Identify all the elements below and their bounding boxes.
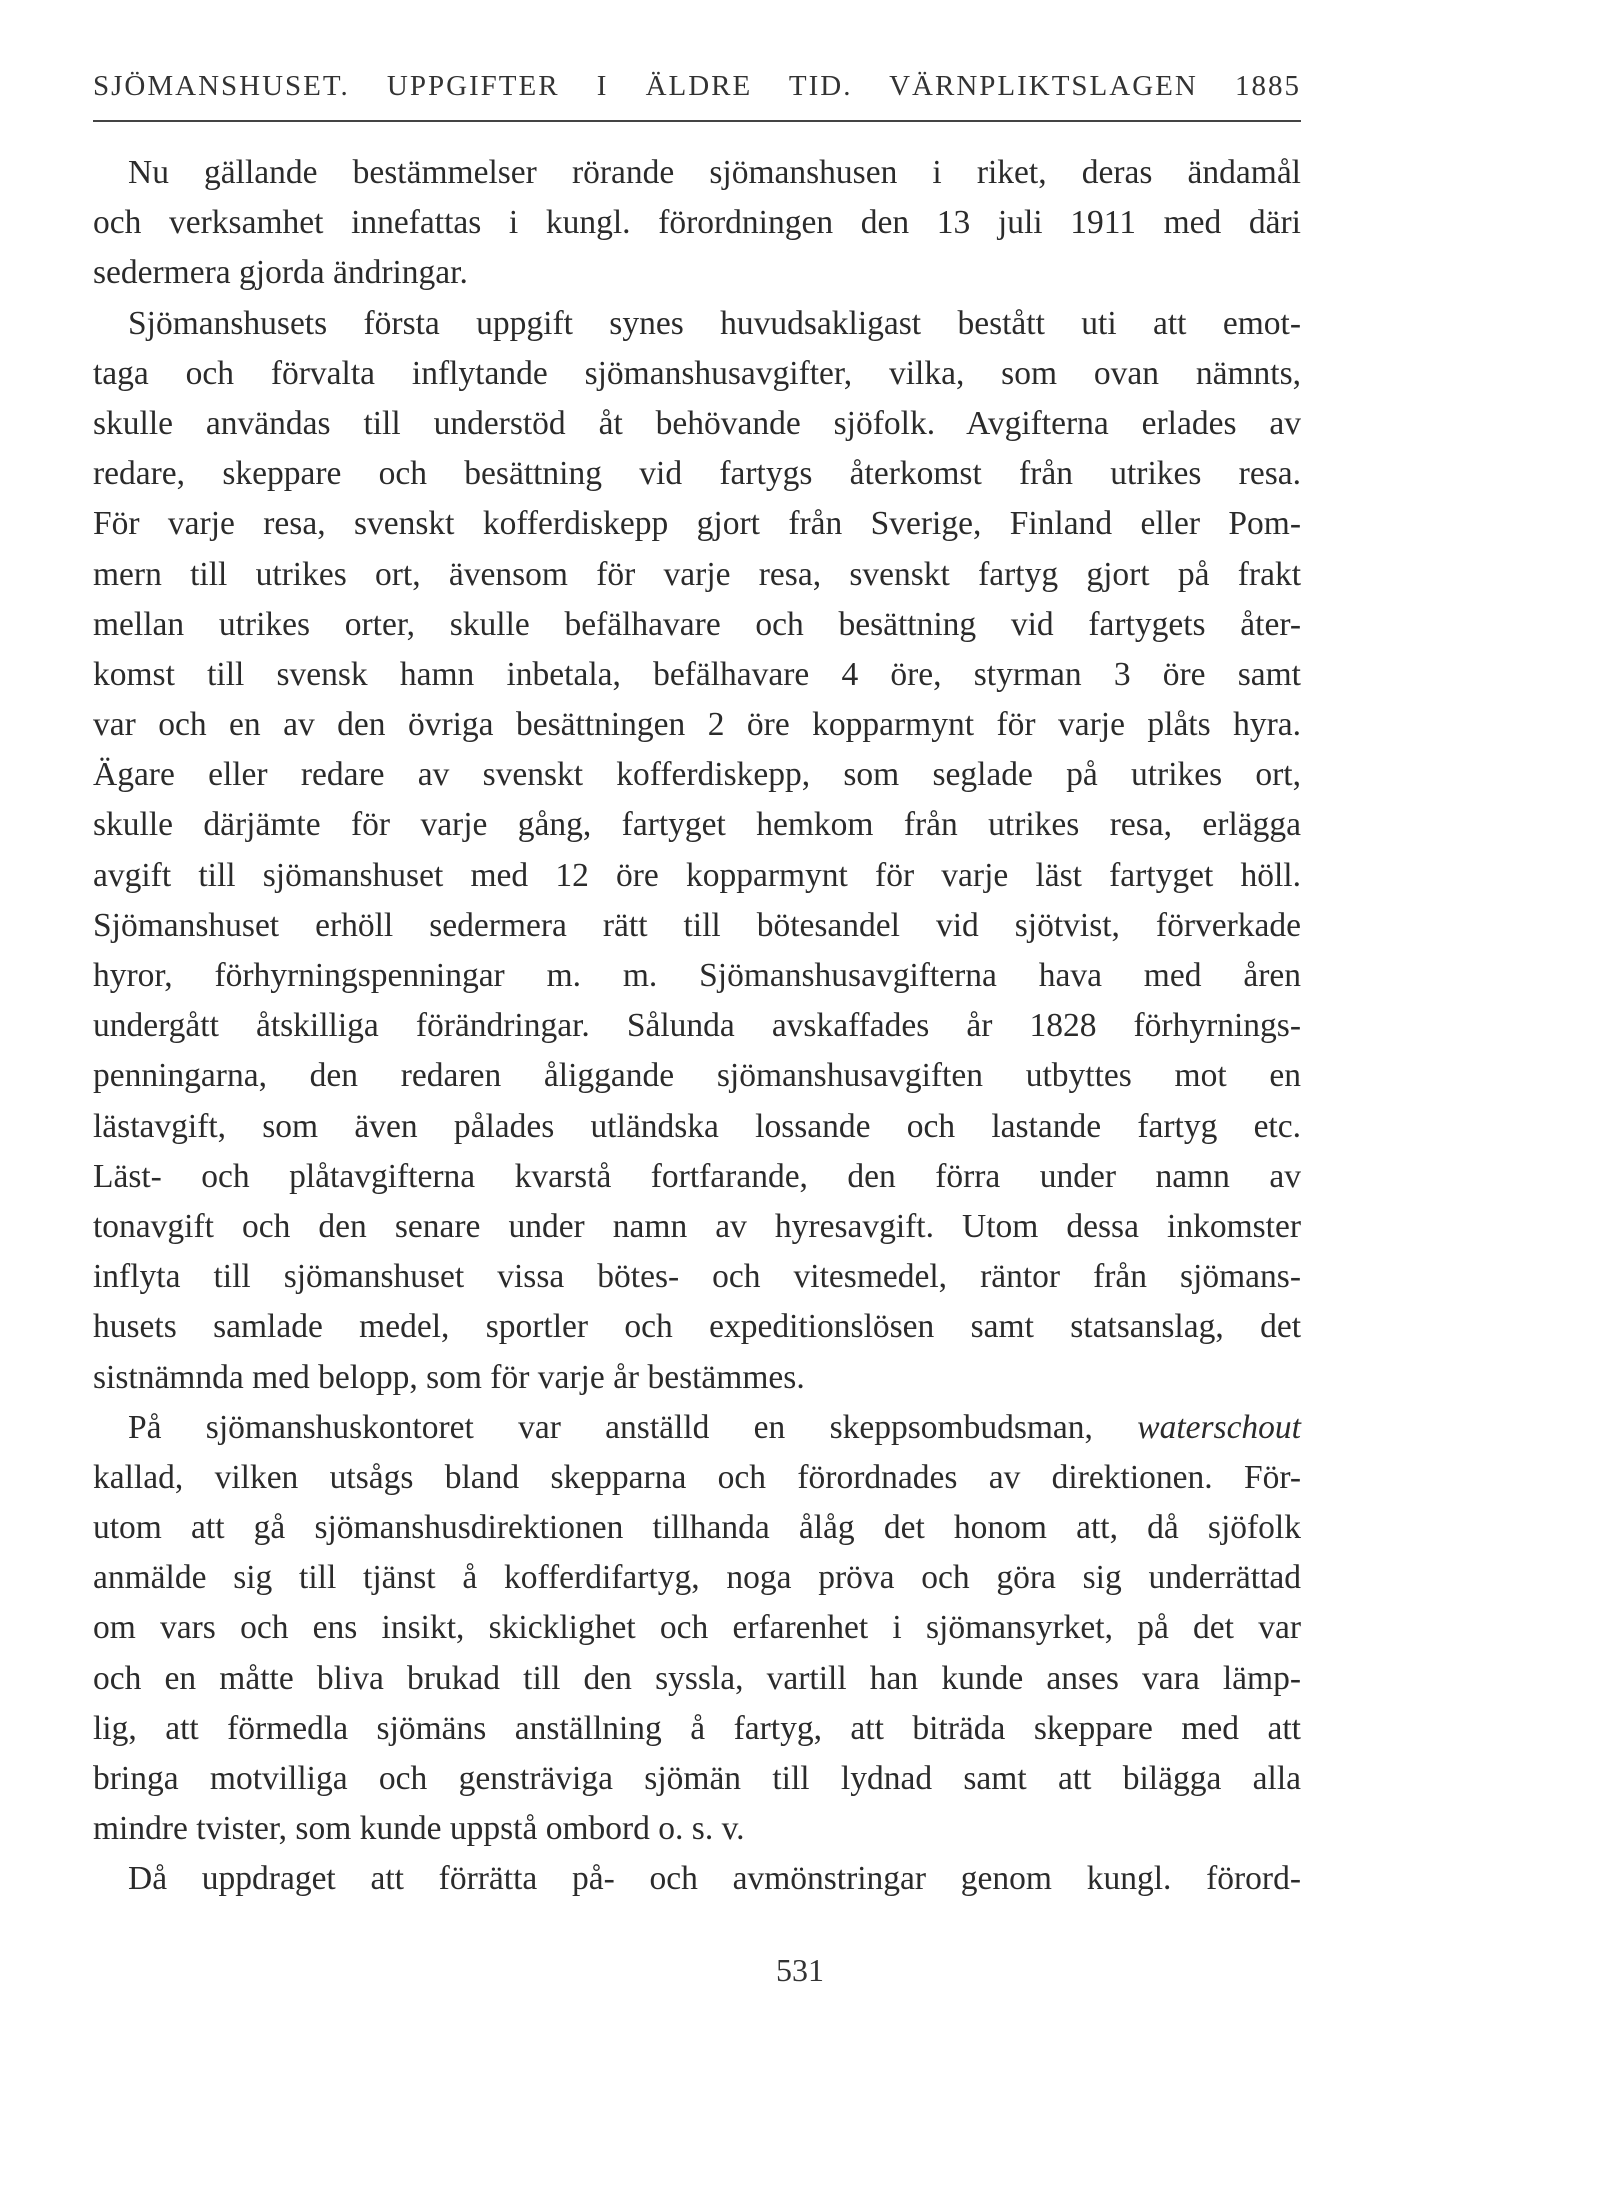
text-line: För varje resa, svenskt kofferdiskepp gjort från Sverige, Finland eller Pom-: [93, 505, 1301, 543]
text-line: mern till utrikes ort, ävensom för varje resa, svenskt fartyg gjort på frakt: [93, 555, 1301, 593]
text-line: lästavgift, som även pålades utländska lossande och lastande fartyg etc.: [93, 1107, 1301, 1145]
text-line: kallad, vilken utsågs bland skepparna och förordnades av direktionen. För-: [93, 1458, 1301, 1496]
text-line: och verksamhet innefattas i kungl. förordningen den 13 juli 1911 med däri: [93, 204, 1301, 242]
text-line: anmälde sig till tjänst å kofferdifartyg, noga pröva och göra sig underrättad: [93, 1559, 1301, 1597]
page-number: 531: [776, 1952, 824, 1988]
text-line: taga och förvalta inflytande sjömanshusavgifter, vilka, som ovan nämnts,: [93, 354, 1301, 392]
text-line: och en måtte bliva brukad till den syssla, vartill han kunde anses vara lämp-: [93, 1659, 1301, 1697]
text-line: sedermera gjorda ändringar.: [93, 254, 468, 292]
text-line: Nu gällande bestämmelser rörande sjömanshusen i riket, deras ändamål: [128, 154, 1301, 191]
text-line: mindre tvister, som kunde uppstå ombord o. s. v.: [93, 1810, 745, 1848]
paragraph-4: [93, 1854, 1301, 1904]
text-line: utom att gå sjömanshusdirektionen tillhanda ålåg det honom att, då sjöfolk: [93, 1509, 1301, 1547]
text-line: tonavgift och den senare under namn av hyresavgift. Utom dessa inkomster: [93, 1207, 1301, 1245]
text-run: På sjömanshuskontoret var anställd en skeppsombudsman,: [128, 1408, 1138, 1446]
text-line: hyror, förhyrningspenningar m. m. Sjömanshusavgifterna hava med åren: [93, 957, 1301, 994]
running-title: SJÖMANSHUSET. UPPGIFTER I ÄLDRE TID. VÄRNPLIKTSLAGEN 1885: [93, 70, 1301, 102]
text-line: husets samlade medel, sportler och expeditionslösen samt statsanslag, det: [93, 1308, 1301, 1346]
header-rule: [93, 120, 1301, 122]
text-line: undergått åtskilliga förändringar. Sålunda avskaffades år 1828 förhyrnings-: [93, 1007, 1301, 1045]
italic-term: waterschout: [1137, 1408, 1301, 1446]
text-line: komst till svensk hamn inbetala, befälhavare 4 öre, styrman 3 öre samt: [93, 655, 1301, 693]
text-line: mellan utrikes orter, skulle befälhavare och besättning vid fartygets åter-: [93, 605, 1301, 643]
text-line: lig, att förmedla sjömäns anställning å fartyg, att biträda skeppare med att: [93, 1709, 1301, 1747]
text-line: [93, 1403, 1301, 1453]
body-text: [93, 148, 1301, 1905]
text-line: Sjömanshuset erhöll sedermera rätt till bötesandel vid sjötvist, förverkade: [93, 906, 1301, 944]
text-line: skulle därjämte för varje gång, fartyget hemkom från utrikes resa, erlägga: [93, 806, 1301, 844]
text-line: skulle användas till understöd åt behövande sjöfolk. Avgifterna erlades av: [93, 404, 1301, 442]
text-line: bringa motvilliga och gensträviga sjömän till lydnad samt att bilägga alla: [93, 1760, 1301, 1797]
text-line: sistnämnda med belopp, som för varje år bestämmes.: [93, 1358, 805, 1396]
text-line: redare, skeppare och besättning vid fartygs återkomst från utrikes resa.: [93, 455, 1301, 493]
text-line: Läst- och plåtavgifterna kvarstå fortfarande, den förra under namn av: [93, 1157, 1301, 1195]
text-line: Ägare eller redare av svenskt kofferdiskepp, som seglade på utrikes ort,: [93, 756, 1301, 794]
text-line: var och en av den övriga besättningen 2 öre kopparmynt för varje plåts hyra.: [93, 706, 1301, 744]
paragraph-1: [93, 148, 1301, 299]
text-line: avgift till sjömanshuset med 12 öre kopparmynt för varje läst fartyget höll.: [93, 856, 1301, 894]
running-head: [93, 70, 1301, 103]
text-line: Då uppdraget att förrätta på- och avmönstringar genom kungl. förord-: [128, 1860, 1301, 1898]
text-line: inflyta till sjömanshuset vissa bötes- och vitesmedel, räntor från sjömans-: [93, 1258, 1301, 1296]
text-line: penningarna, den redaren åliggande sjömanshusavgiften utbyttes mot en: [93, 1057, 1301, 1095]
paragraph-3: [93, 1403, 1301, 1855]
paragraph-2: [93, 299, 1301, 1403]
text-line: Sjömanshusets första uppgift synes huvudsakligast bestått uti att emot-: [128, 304, 1301, 342]
text-line: om vars och ens insikt, skicklighet och erfarenhet i sjömansyrket, på det var: [93, 1609, 1301, 1647]
